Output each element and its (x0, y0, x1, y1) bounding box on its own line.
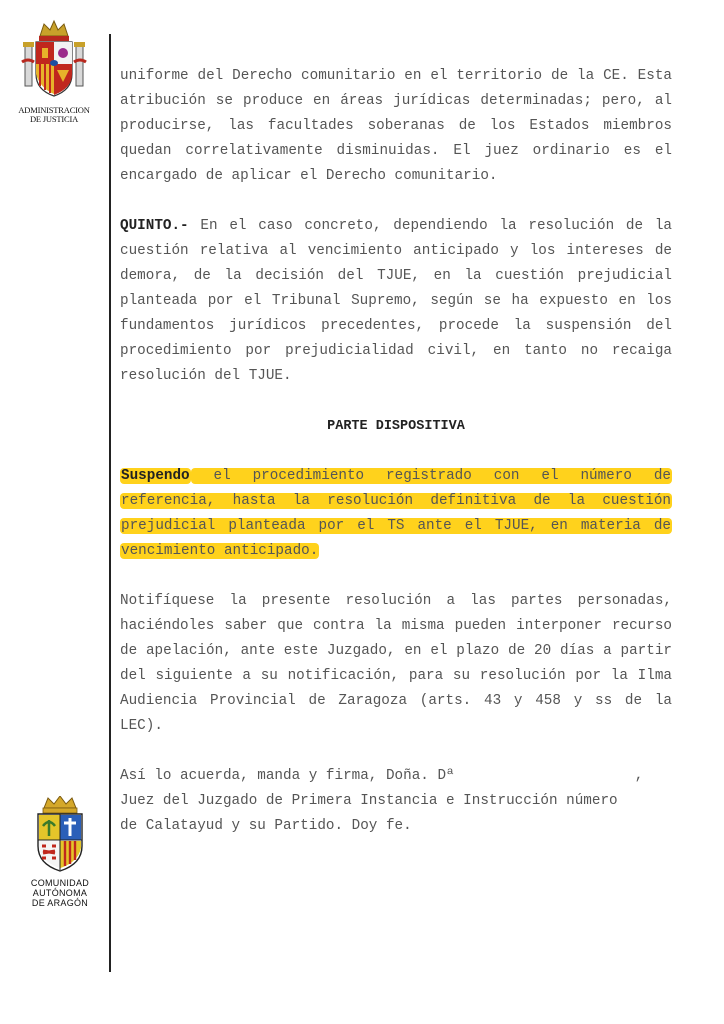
spain-coat-of-arms-icon (20, 18, 88, 104)
logo-caption-line: AUTÓNOMA (32, 888, 88, 898)
paragraph-derecho-comunitario: uniforme del Derecho comunitario en el territorio de la CE. Esta atribución se produce en áreas jurídicas determinadas; pero, al producirse, las facultades soberanas de los Estados miembros quedan correlativamente disminuidas. El juez ordinario es el encargado de aplicar el Derecho comunitario. (120, 68, 672, 184)
logo-caption-line: COMUNIDAD (30, 878, 90, 888)
logo-caption-line: DE ARAGÓN (31, 898, 89, 908)
closing-line: Juez del Juzgado de Primera Instancia e Instrucción número (120, 793, 618, 809)
quinto-label: QUINTO.- (120, 218, 189, 234)
logo-caption-line: DE JUSTICIA (29, 114, 79, 124)
suspendo-text-highlighted: el procedimiento registrado con el número de referencia, hasta la resolución definitiva de la cuestión prejudicial planteada por el TS ante el TJUE, en materia de vencimiento anticipado. (121, 468, 671, 559)
closing-line: de Calatayud y su Partido. Doy fe. (120, 818, 412, 834)
quinto-text: En el caso concreto, dependiendo la resolución de la cuestión relativa al vencimiento anticipado y los intereses de demora, de la decisión del TJUE, en la cuestión prejudicial planteada por el Tribunal Supremo, según se ha expuesto en los fundamentos jurídicos precedentes, procede la suspensión del procedimiento por prejudicialidad civil, en tanto no recaiga resolución del TJUE. (120, 218, 672, 384)
paragraph-suspendo (120, 464, 672, 564)
comunidad-aragon-logo (22, 796, 98, 908)
document-body (120, 64, 672, 839)
paragraph-notificacion: Notifíquese la presente resolución a las partes personadas, haciéndoles saber que contra la misma pueden interponer recurso de apelación, ante este Juzgado, en el plazo de 20 días a partir del siguiente a su notificación, para su resolución por la Ilma Audiencia Provincial de Zaragoza (arts. 43 y 458 y ss de la LEC). (120, 593, 672, 734)
logo-caption-line: ADMINISTRACION (18, 105, 90, 115)
closing-line: Así lo acuerda, manda y firma, Doña. Dª , (120, 768, 644, 784)
administracion-justicia-logo (18, 18, 90, 124)
aragon-coat-of-arms-icon (30, 796, 90, 872)
suspendo-label: Suspendo (121, 468, 190, 484)
section-heading: PARTE DISPOSITIVA (327, 419, 465, 434)
margin-rule (109, 34, 111, 972)
paragraph-quinto (120, 214, 672, 389)
